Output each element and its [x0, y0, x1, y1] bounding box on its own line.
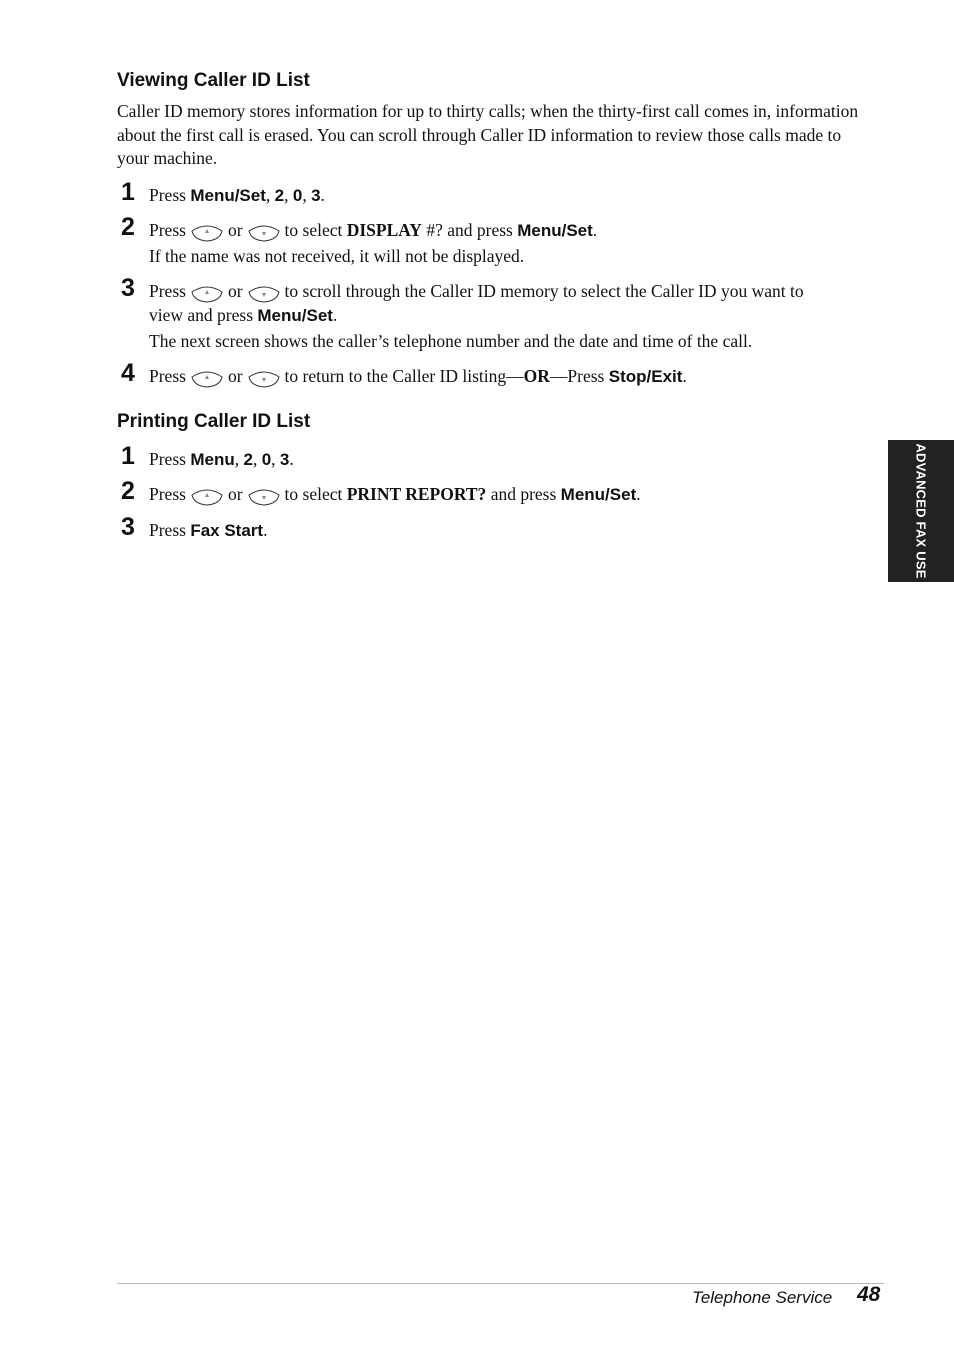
step-note: The next screen shows the caller’s telephone number and the date and time of the call.	[149, 331, 753, 351]
step-text: Press Fax Start.	[149, 520, 268, 540]
step-number: 2	[121, 213, 135, 241]
step-number: 2	[121, 477, 135, 505]
step-text: Press or to scroll through the Caller ID memory to select the Caller ID you want to	[149, 281, 804, 301]
step-number: 1	[121, 442, 135, 470]
step-number: 4	[121, 359, 135, 387]
section-heading-printing: Printing Caller ID List	[117, 411, 311, 432]
up-arrow-key-icon	[190, 368, 224, 388]
up-arrow-key-icon	[190, 222, 224, 242]
menu-set-key-label: Menu/Set	[190, 186, 266, 205]
page-number: 48	[857, 1283, 881, 1306]
step-number: 3	[121, 274, 135, 302]
chapter-side-tab	[888, 440, 954, 582]
step-text: Press or to return to the Caller ID listing—OR—Press Stop/Exit.	[149, 366, 687, 386]
step-text: Press or to select PRINT REPORT? and press Menu/Set.	[149, 484, 641, 504]
step-note: If the name was not received, it will not be displayed.	[149, 246, 525, 266]
down-arrow-key-icon	[247, 222, 281, 242]
up-arrow-key-icon	[190, 486, 224, 506]
step-number: 3	[121, 513, 135, 541]
footer-divider	[117, 1283, 884, 1284]
down-arrow-key-icon	[247, 368, 281, 388]
intro-paragraph: Caller ID memory stores information for up to thirty calls; when the thirty-first call comes in, information about the first call is erased. You can scroll through Caller ID information to review those calls made to your machine.	[117, 101, 859, 168]
step-text: Press or to select DISPLAY #? and press Menu/Set.	[149, 220, 598, 240]
step-text: Press Menu/Set, 2, 0, 3.	[149, 185, 325, 205]
down-arrow-key-icon	[247, 486, 281, 506]
step-text: Press Menu, 2, 0, 3.	[149, 449, 294, 469]
chapter-tab-label: ADVANCED FAX USE	[913, 443, 929, 579]
up-arrow-key-icon	[190, 283, 224, 303]
down-arrow-key-icon	[247, 283, 281, 303]
step-number: 1	[121, 178, 135, 206]
section-heading-viewing: Viewing Caller ID List	[117, 70, 310, 91]
footer-chapter-title: Telephone Service	[692, 1288, 833, 1307]
step-text-continued: view and press Menu/Set.	[149, 305, 338, 325]
